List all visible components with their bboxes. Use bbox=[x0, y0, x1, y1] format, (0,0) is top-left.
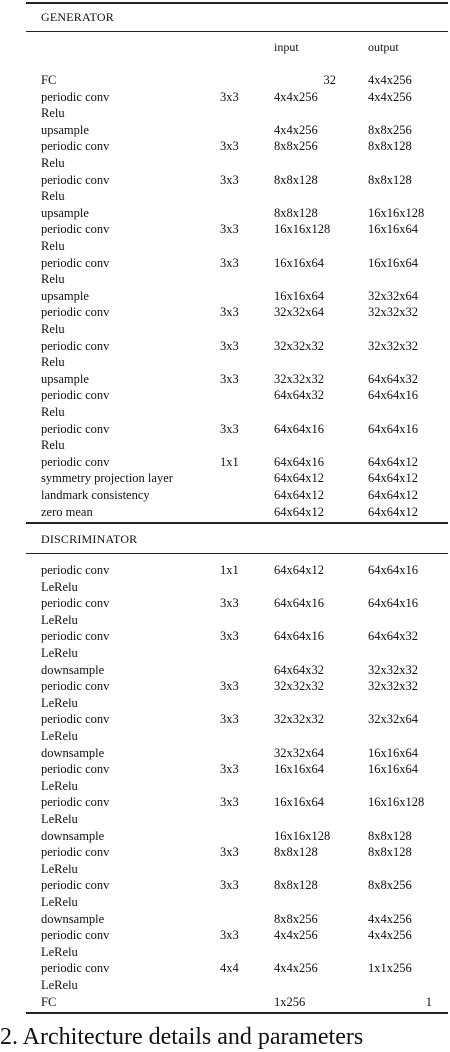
table-row bbox=[0, 138, 450, 154]
layer-name-cell: periodic conv bbox=[41, 305, 110, 320]
output-shape-cell: 8x8x256 bbox=[368, 122, 412, 137]
layer-name-cell: LeRelu bbox=[41, 895, 78, 909]
output-shape-cell: 8x8x128 bbox=[368, 828, 412, 843]
layer-name-cell: periodic conv bbox=[41, 421, 110, 436]
layer-name-cell: periodic conv bbox=[41, 961, 110, 976]
layer-name-cell: Relu bbox=[41, 189, 65, 204]
table-row bbox=[0, 338, 450, 354]
table-row bbox=[0, 404, 450, 420]
table-row bbox=[0, 354, 450, 370]
kernel-size-cell: 3x3 bbox=[220, 712, 239, 727]
layer-name-cell: Relu bbox=[41, 322, 65, 336]
input-shape-cell: 64x64x32 bbox=[274, 662, 324, 677]
input-shape-cell: 32x32x32 bbox=[274, 338, 324, 353]
layer-name-cell: Relu bbox=[41, 272, 65, 287]
input-shape-cell: 16x16x64 bbox=[274, 762, 324, 777]
input-shape-cell: 8x8x128 bbox=[274, 845, 318, 860]
input-shape-cell: 4x4x256 bbox=[274, 122, 318, 137]
table-row bbox=[0, 612, 450, 628]
layer-name-cell: LeRelu bbox=[41, 778, 78, 793]
table-row bbox=[0, 861, 450, 877]
table-row bbox=[0, 504, 450, 520]
table-row bbox=[0, 662, 450, 678]
input-shape-cell: 64x64x12 bbox=[274, 563, 324, 577]
kernel-size-cell: 3x3 bbox=[220, 762, 239, 777]
layer-name-cell: landmark consistency bbox=[41, 488, 150, 502]
table-row bbox=[0, 371, 450, 387]
output-shape-cell: 64x64x12 bbox=[368, 504, 418, 519]
table-row bbox=[0, 645, 450, 661]
layer-name-cell: Relu bbox=[41, 106, 65, 121]
kernel-size-cell: 3x3 bbox=[220, 421, 239, 436]
output-shape-cell: 16x16x128 bbox=[368, 795, 425, 810]
table-row bbox=[0, 944, 450, 960]
table-row bbox=[0, 172, 450, 188]
layer-name-cell: LeRelu bbox=[41, 861, 78, 876]
input-shape-cell: 64x64x16 bbox=[274, 421, 324, 436]
layer-name-cell: LeRelu bbox=[41, 579, 78, 594]
output-shape-cell: 64x64x16 bbox=[368, 563, 418, 577]
layer-name-cell: LeRelu bbox=[41, 978, 78, 992]
input-shape-cell: 8x8x128 bbox=[274, 172, 318, 187]
layer-name-cell: Relu bbox=[41, 405, 65, 419]
layer-name-cell: LeRelu bbox=[41, 729, 78, 743]
output-shape-cell: 8x8x128 bbox=[368, 172, 412, 187]
table-row bbox=[0, 105, 450, 121]
kernel-size-cell: 3x3 bbox=[220, 338, 239, 353]
kernel-size-cell: 3x3 bbox=[220, 89, 239, 104]
output-shape-cell: 1x1x256 bbox=[368, 961, 412, 976]
input-shape-cell: 32 bbox=[323, 73, 336, 87]
output-shape-cell: 64x64x32 bbox=[368, 371, 418, 386]
layer-name-cell: upsample bbox=[41, 371, 89, 386]
output-shape-cell: 4x4x256 bbox=[368, 928, 412, 943]
output-shape-cell: 32x32x64 bbox=[368, 288, 418, 303]
top-rule bbox=[26, 2, 448, 4]
input-shape-cell: 64x64x12 bbox=[274, 504, 324, 519]
table-row bbox=[0, 421, 450, 437]
layer-name-cell: LeRelu bbox=[41, 812, 78, 826]
layer-name-cell: LeRelu bbox=[41, 944, 78, 959]
kernel-size-cell: 3x3 bbox=[220, 305, 239, 320]
input-shape-cell: 32x32x32 bbox=[274, 371, 324, 386]
output-shape-cell: 16x16x64 bbox=[368, 745, 418, 760]
kernel-size-cell: 3x3 bbox=[220, 172, 239, 187]
layer-name-cell: periodic conv bbox=[41, 563, 110, 577]
output-shape-cell: 8x8x128 bbox=[368, 139, 412, 154]
layer-name-cell: periodic conv bbox=[41, 762, 110, 777]
kernel-size-cell: 3x3 bbox=[220, 795, 239, 810]
table-row bbox=[0, 894, 450, 910]
discriminator-title: DISCRIMINATOR bbox=[41, 532, 138, 546]
output-shape-cell: 16x16x64 bbox=[368, 222, 418, 237]
layer-name-cell: periodic conv bbox=[41, 928, 110, 943]
input-shape-cell: 8x8x128 bbox=[274, 878, 318, 893]
layer-name-cell: Relu bbox=[41, 438, 65, 453]
table-row bbox=[0, 205, 450, 221]
table-row bbox=[0, 238, 450, 254]
kernel-size-cell: 3x3 bbox=[220, 845, 239, 860]
generator-title: GENERATOR bbox=[41, 10, 114, 24]
layer-name-cell: periodic conv bbox=[41, 89, 110, 104]
layer-name-cell: periodic conv bbox=[41, 629, 110, 644]
output-shape-cell: 4x4x256 bbox=[368, 911, 412, 926]
layer-name-cell: downsample bbox=[41, 662, 105, 677]
output-shape-cell: 32x32x32 bbox=[368, 338, 418, 353]
table-row bbox=[0, 877, 450, 893]
layer-name-cell: Relu bbox=[41, 355, 65, 370]
bottom-rule bbox=[26, 1012, 448, 1014]
output-shape-cell: 32x32x32 bbox=[368, 662, 418, 677]
input-shape-cell: 4x4x256 bbox=[274, 928, 318, 943]
kernel-size-cell: 3x3 bbox=[220, 878, 239, 893]
table-row bbox=[0, 695, 450, 711]
input-shape-cell: 16x16x64 bbox=[274, 255, 324, 270]
kernel-size-cell: 1x1 bbox=[220, 563, 239, 577]
table-row bbox=[0, 711, 450, 727]
layer-name-cell: downsample bbox=[41, 745, 105, 760]
input-shape-cell: 64x64x16 bbox=[274, 596, 324, 611]
kernel-size-cell: 3x3 bbox=[220, 629, 239, 644]
input-shape-cell: 16x16x128 bbox=[274, 828, 331, 843]
layer-name-cell: periodic conv bbox=[41, 255, 110, 270]
table-row bbox=[0, 927, 450, 943]
layer-name-cell: periodic conv bbox=[41, 878, 110, 893]
layer-name-cell: zero mean bbox=[41, 504, 93, 519]
table-row bbox=[0, 304, 450, 320]
layer-name-cell: LeRelu bbox=[41, 695, 78, 710]
input-shape-cell: 8x8x256 bbox=[274, 139, 318, 154]
layer-name-cell: periodic conv bbox=[41, 454, 110, 469]
output-shape-cell: 4x4x256 bbox=[368, 89, 412, 104]
table-row bbox=[0, 628, 450, 644]
input-shape-cell: 32x32x64 bbox=[274, 305, 324, 320]
kernel-size-cell: 3x3 bbox=[220, 928, 239, 943]
input-shape-cell: 64x64x16 bbox=[274, 629, 324, 644]
layer-name-cell: periodic conv bbox=[41, 172, 110, 187]
column-header-input: input bbox=[274, 40, 299, 54]
layer-name-cell: periodic conv bbox=[41, 222, 110, 237]
layer-name-cell: periodic conv bbox=[41, 388, 110, 403]
table-row bbox=[0, 745, 450, 761]
table-row bbox=[0, 911, 450, 927]
table-row bbox=[0, 595, 450, 611]
table-row bbox=[0, 221, 450, 237]
layer-name-cell: downsample bbox=[41, 911, 105, 926]
output-shape-cell: 8x8x128 bbox=[368, 845, 412, 860]
layer-name-cell: periodic conv bbox=[41, 845, 110, 860]
input-shape-cell: 64x64x12 bbox=[274, 488, 324, 502]
table-row bbox=[0, 155, 450, 171]
input-shape-cell: 8x8x128 bbox=[274, 205, 318, 220]
layer-name-cell: upsample bbox=[41, 122, 89, 137]
table-caption: 2. Architecture details and parameters bbox=[0, 1024, 364, 1050]
output-shape-cell: 64x64x12 bbox=[368, 454, 418, 469]
table-row bbox=[0, 794, 450, 810]
generator-header-rule bbox=[26, 31, 448, 32]
layer-name-cell: LeRelu bbox=[41, 612, 78, 627]
kernel-size-cell: 3x3 bbox=[220, 222, 239, 237]
output-shape-cell: 1 bbox=[425, 994, 432, 1009]
input-shape-cell: 64x64x12 bbox=[274, 471, 324, 486]
input-shape-cell: 32x32x32 bbox=[274, 679, 324, 694]
output-shape-cell: 32x32x64 bbox=[368, 712, 418, 727]
column-header-output: output bbox=[368, 40, 399, 54]
layer-name-cell: upsample bbox=[41, 205, 89, 220]
layer-name-cell: periodic conv bbox=[41, 338, 110, 353]
table-row bbox=[0, 321, 450, 337]
output-shape-cell: 64x64x12 bbox=[368, 488, 418, 502]
table-row bbox=[0, 122, 450, 138]
input-shape-cell: 4x4x256 bbox=[274, 961, 318, 976]
input-shape-cell: 32x32x32 bbox=[274, 712, 324, 727]
kernel-size-cell: 3x3 bbox=[220, 596, 239, 611]
table-row bbox=[0, 811, 450, 827]
layer-name-cell: periodic conv bbox=[41, 795, 110, 810]
input-shape-cell: 64x64x32 bbox=[274, 388, 324, 403]
kernel-size-cell: 3x3 bbox=[220, 679, 239, 694]
layer-name-cell: FC bbox=[41, 73, 57, 87]
table-row bbox=[0, 828, 450, 844]
layer-name-cell: LeRelu bbox=[41, 646, 78, 660]
input-shape-cell: 16x16x128 bbox=[274, 222, 331, 237]
table-row bbox=[0, 960, 450, 976]
output-shape-cell: 64x64x12 bbox=[368, 471, 418, 486]
layer-name-cell: periodic conv bbox=[41, 712, 110, 727]
table-row bbox=[0, 454, 450, 470]
output-shape-cell: 32x32x32 bbox=[368, 305, 418, 320]
layer-name-cell: periodic conv bbox=[41, 139, 110, 154]
output-shape-cell: 64x64x32 bbox=[368, 629, 418, 644]
output-shape-cell: 64x64x16 bbox=[368, 596, 418, 611]
input-shape-cell: 4x4x256 bbox=[274, 89, 318, 104]
table-row bbox=[0, 271, 450, 287]
table-row bbox=[0, 977, 450, 993]
layer-name-cell: symmetry projection layer bbox=[41, 471, 173, 486]
output-shape-cell: 16x16x64 bbox=[368, 762, 418, 777]
kernel-size-cell: 4x4 bbox=[220, 961, 239, 976]
table-row bbox=[0, 255, 450, 271]
input-shape-cell: 16x16x64 bbox=[274, 288, 324, 303]
table-row bbox=[0, 288, 450, 304]
output-shape-cell: 4x4x256 bbox=[368, 73, 412, 87]
table-row bbox=[0, 778, 450, 794]
table-row bbox=[0, 89, 450, 105]
table-row bbox=[0, 994, 450, 1010]
table-row bbox=[0, 72, 450, 88]
layer-name-cell: periodic conv bbox=[41, 596, 110, 611]
input-shape-cell: 32x32x64 bbox=[274, 745, 324, 760]
input-shape-cell: 8x8x256 bbox=[274, 911, 318, 926]
input-shape-cell: 1x256 bbox=[274, 994, 306, 1009]
table-row bbox=[0, 728, 450, 744]
kernel-size-cell: 3x3 bbox=[220, 255, 239, 270]
input-shape-cell: 64x64x16 bbox=[274, 454, 324, 469]
input-shape-cell: 16x16x64 bbox=[274, 795, 324, 810]
table-row bbox=[0, 678, 450, 694]
table-row bbox=[0, 470, 450, 486]
layer-name-cell: downsample bbox=[41, 828, 105, 843]
layer-name-cell: upsample bbox=[41, 288, 89, 303]
section-divider-rule bbox=[26, 522, 448, 524]
table-row bbox=[0, 387, 450, 403]
kernel-size-cell: 3x3 bbox=[220, 371, 239, 386]
table-row bbox=[0, 188, 450, 204]
table-row bbox=[0, 844, 450, 860]
table-row bbox=[0, 487, 450, 503]
table-row bbox=[0, 562, 450, 578]
table-row bbox=[0, 437, 450, 453]
output-shape-cell: 32x32x32 bbox=[368, 679, 418, 694]
layer-name-cell: Relu bbox=[41, 156, 65, 170]
output-shape-cell: 8x8x256 bbox=[368, 878, 412, 893]
table-row bbox=[0, 761, 450, 777]
layer-name-cell: Relu bbox=[41, 239, 65, 253]
output-shape-cell: 16x16x64 bbox=[368, 255, 418, 270]
output-shape-cell: 64x64x16 bbox=[368, 421, 418, 436]
discriminator-header-rule bbox=[26, 553, 448, 554]
layer-name-cell: periodic conv bbox=[41, 679, 110, 694]
table-row bbox=[0, 579, 450, 595]
output-shape-cell: 16x16x128 bbox=[368, 205, 425, 220]
kernel-size-cell: 3x3 bbox=[220, 139, 239, 154]
output-shape-cell: 64x64x16 bbox=[368, 388, 418, 403]
layer-name-cell: FC bbox=[41, 994, 57, 1009]
kernel-size-cell: 1x1 bbox=[220, 454, 239, 469]
